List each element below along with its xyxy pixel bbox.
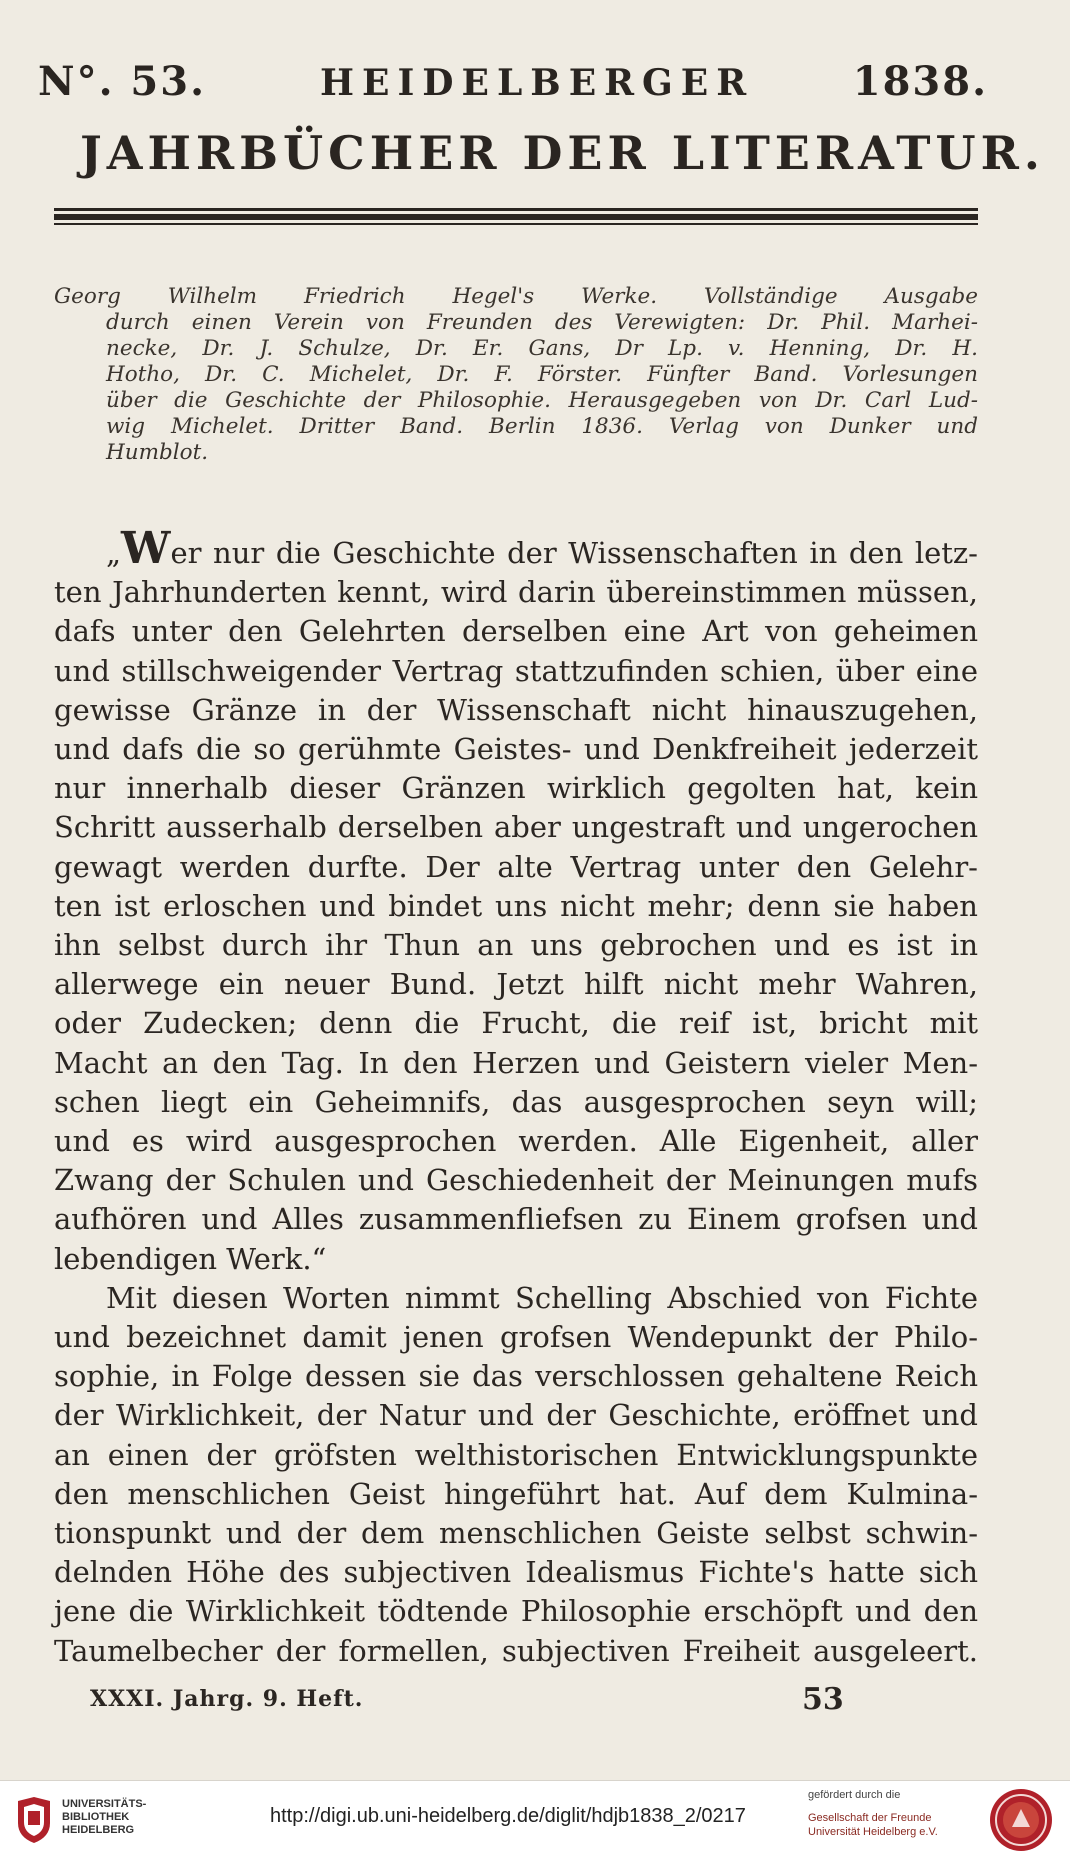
library-name-line: HEIDELBERG	[62, 1824, 135, 1836]
body-line: gewisse Gränze in der Wissenschaft nicht hinauszugehen,	[54, 692, 978, 727]
drop-cap: W	[121, 523, 171, 574]
article-body	[54, 523, 978, 1671]
body-line: Zwang der Schulen und Geschiedenheit der Meinungen mufs	[54, 1163, 978, 1198]
journal-title: JAHRBÜCHER DER LITERATUR.	[80, 126, 1045, 180]
body-line: und dafs die so gerühmte Geistes- und Denkfreiheit jederzeit	[54, 732, 978, 767]
journal-name: HEIDELBERGER	[320, 62, 755, 104]
body-line: allerwege ein neuer Bund. Jetzt hilft nicht mehr Wahren,	[54, 967, 978, 1002]
body-line: den menschlichen Geist hingeführt hat. Auf dem Kulmina-	[54, 1476, 978, 1511]
biblio-line: wig Michelet. Dritter Band. Berlin 1836. Verlag von Dunker und	[106, 414, 978, 439]
page-footer	[90, 1682, 890, 1716]
body-line: der Wirklichkeit, der Natur und der Geschichte, eröffnet und	[54, 1398, 978, 1433]
body-line: delnden Höhe des subjectiven Idealismus Fichte's hatte sich	[54, 1555, 978, 1590]
page-number: 53	[802, 1682, 844, 1717]
bibliographic-entry	[54, 284, 978, 466]
body-line: tionspunkt und der dem menschlichen Geiste selbst schwin-	[54, 1516, 978, 1551]
biblio-line: Humblot.	[106, 440, 209, 465]
body-line: sophie, in Folge dessen sie das verschlossen gehaltene Reich	[54, 1359, 978, 1394]
body-line: ihn selbst durch ihr Thun an uns gebrochen und es ist in	[54, 928, 978, 963]
body-line: lebendigen Werk.“	[54, 1241, 327, 1276]
body-line: und bezeichnet damit jenen grofsen Wendepunkt der Philo-	[54, 1320, 978, 1355]
permalink-url[interactable]: http://digi.ub.uni-heidelberg.de/diglit/hdjb1838_2/0217	[270, 1805, 746, 1827]
biblio-line: Georg Wilhelm Friedrich Hegel's Werke. Vollständige Ausgabe	[54, 284, 978, 309]
sponsor-label: gefördert durch die	[808, 1789, 901, 1801]
body-line: Macht an den Tag. In den Herzen und Geistern vieler Men-	[54, 1045, 978, 1080]
body-line: aufhören und Alles zusammenfliefsen zu Einem grofsen und	[54, 1202, 978, 1237]
body-line: Mit diesen Worten nimmt Schelling Abschied von Fichte	[106, 1280, 978, 1315]
body-line: nur innerhalb dieser Gränzen wirklich gegolten hat, kein	[54, 771, 978, 806]
masthead	[38, 58, 988, 108]
body-line: und es wird ausgesprochen werden. Alle Eigenheit, aller	[54, 1124, 978, 1159]
digitization-bar	[0, 1780, 1070, 1857]
paragraph-first-line	[54, 523, 978, 574]
signature-mark: XXXI. Jahrg. 9. Heft.	[90, 1686, 364, 1712]
biblio-line: durch einen Verein von Freunden des Verewigten: Dr. Phil. Marhei-	[106, 310, 978, 335]
sponsor-name: Gesellschaft der Freunde	[808, 1812, 932, 1824]
biblio-line: über die Geschichte der Philosophie. Herausgegeben von Dr. Carl Lud-	[106, 388, 978, 413]
body-line: schen liegt ein Geheimnifs, das ausgesprochen seyn will;	[54, 1084, 978, 1119]
body-line: Schritt ausserhalb derselben aber ungestraft und ungerochen	[54, 810, 978, 845]
sponsor-name: Universität Heidelberg e.V.	[808, 1826, 938, 1838]
body-line: oder Zudecken; denn die Frucht, die reif ist, bricht mit	[54, 1006, 978, 1041]
body-line: ten Jahrhunderten kennt, wird darin übereinstimmen müssen,	[54, 575, 978, 610]
library-name	[62, 1798, 146, 1837]
issue-number: N°. 53.	[38, 58, 207, 105]
university-seal-icon	[988, 1787, 1054, 1853]
body-line: dafs unter den Gelehrten derselben eine Art von geheimen	[54, 614, 978, 649]
opening-quote: „	[106, 536, 122, 570]
sponsor-credit	[808, 1789, 938, 1839]
body-line: und stillschweigender Vertrag stattzufinden schien, über eine	[54, 653, 978, 688]
biblio-line: Hotho, Dr. C. Michelet, Dr. F. Förster. Fünfter Band. Vorlesungen	[106, 362, 978, 387]
library-name-line: BIBLIOTHEK	[62, 1811, 130, 1823]
body-line: jene die Wirklichkeit tödtende Philosophie erschöpft und den	[54, 1594, 978, 1629]
body-line: an einen der gröfsten welthistorischen Entwicklungspunkte	[54, 1437, 978, 1472]
issue-year: 1838.	[852, 58, 988, 105]
header-rule	[54, 208, 978, 225]
body-line: gewagt werden durfte. Der alte Vertrag unter den Gelehr-	[54, 849, 978, 884]
body-line: Taumelbecher der formellen, subjectiven Freiheit ausgeleert.	[54, 1633, 978, 1668]
body-line: ten ist erloschen und bindet uns nicht mehr; denn sie haben	[54, 888, 978, 923]
library-logo-icon	[12, 1795, 56, 1845]
first-line-text: er nur die Geschichte der Wissenschaften in den letz-	[170, 536, 978, 570]
biblio-line: necke, Dr. J. Schulze, Dr. Er. Gans, Dr Lp. v. Henning, Dr. H.	[106, 336, 978, 361]
library-name-line: UNIVERSITÄTS-	[62, 1798, 147, 1810]
